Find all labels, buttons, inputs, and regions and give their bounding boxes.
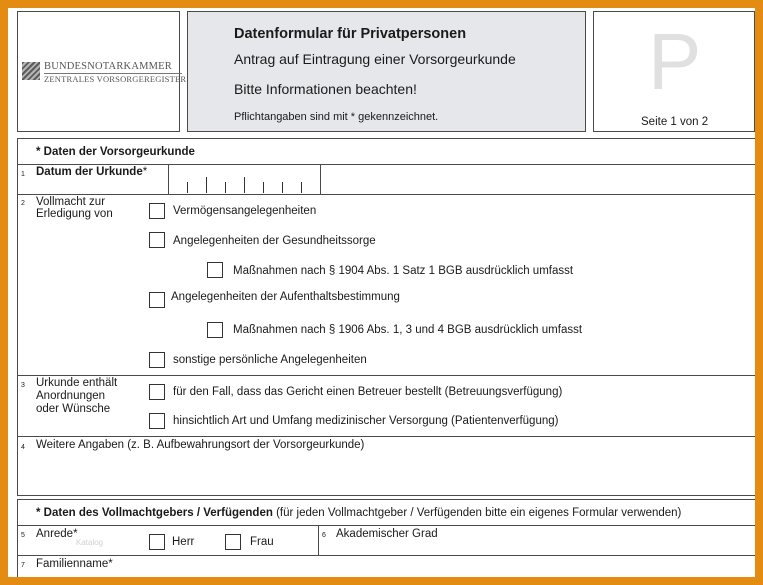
section2-title: * Daten des Vollmachtgebers / Verfügenden (für jeden Vollmachtgeber / Verfügenden bitte ein eigenes Formular verwenden) [36, 507, 682, 519]
anrede-label: Anrede* [36, 528, 78, 540]
checkbox-vermoegen[interactable] [149, 203, 165, 219]
divider [320, 164, 321, 194]
option-aufenthalt: Angelegenheiten der Aufenthaltsbestimmung [171, 291, 400, 303]
vollmacht-label-1: Vollmacht zur [36, 196, 106, 208]
form-title: Datenformular für Privatpersonen [234, 26, 467, 42]
option-1906: Maßnahmen nach § 1906 Abs. 1, 3 und 4 BGB ausdrücklich umfasst [233, 324, 583, 336]
field-number: 1 [21, 171, 25, 178]
field-number: 6 [322, 532, 326, 539]
urkunde-label-1: Urkunde enthält [36, 377, 118, 389]
field-number: 4 [21, 444, 25, 451]
checkbox-aufenthalt[interactable] [149, 292, 165, 308]
checkbox-sonstige[interactable] [149, 352, 165, 368]
checkbox-frau[interactable] [225, 534, 241, 550]
logo-text-line2: ZENTRALES VORSORGEREGISTER [44, 74, 187, 84]
checkbox-betreuung[interactable] [149, 384, 165, 400]
section1-title: * Daten der Vorsorgeurkunde [36, 146, 195, 158]
option-1904: Maßnahmen nach § 1904 Abs. 1 Satz 1 BGB ausdrücklich umfasst [233, 265, 574, 277]
divider [18, 194, 755, 195]
field-number: 2 [21, 200, 25, 207]
checkbox-gesundheit[interactable] [149, 232, 165, 248]
familienname-input[interactable] [18, 556, 755, 577]
date-tick [263, 182, 264, 193]
weitere-angaben-input[interactable] [18, 453, 755, 495]
divider [18, 375, 755, 376]
date-tick [187, 182, 188, 193]
familienname-label: Familienname* [36, 558, 113, 570]
date-tick [225, 182, 226, 193]
divider [18, 436, 755, 437]
checkbox-1904[interactable] [207, 262, 223, 278]
checkbox-herr[interactable] [149, 534, 165, 550]
option-patient: hinsichtlich Art und Umfang medizinischer Versorgung (Patientenverfügung) [173, 415, 559, 427]
weitere-angaben-label: Weitere Angaben (z. B. Aufbewahrungsort der Vorsorgeurkunde) [36, 439, 365, 451]
form-subtitle: Antrag auf Eintragung einer Vorsorgeurkunde [234, 51, 516, 67]
date-tick [244, 177, 245, 193]
date-tick [301, 182, 302, 193]
date-tick [206, 177, 207, 193]
checkbox-patient[interactable] [149, 413, 165, 429]
urkunde-label-3: oder Wünsche [36, 403, 111, 415]
datum-label: Datum der Urkunde* [36, 166, 148, 178]
date-tick [282, 182, 283, 193]
field-number: 3 [21, 382, 25, 389]
option-frau: Frau [250, 536, 274, 548]
vollmacht-label-2: Erledigung von [36, 208, 113, 220]
form-type-box [593, 11, 755, 132]
logo-text-line1: BUNDESNOTARKAMMER [44, 61, 172, 72]
divider [18, 164, 755, 165]
urkunde-label-2: Anordnungen [36, 390, 106, 402]
info-link[interactable]: Bitte Informationen beachten! [234, 81, 417, 97]
faded-watermark-text: Katalog [76, 538, 104, 547]
option-sonstige: sonstige persönliche Angelegenheiten [173, 354, 367, 366]
logo-box [17, 11, 187, 132]
akademischer-grad-input[interactable] [319, 526, 755, 554]
section-vorsorgeurkunde [17, 138, 755, 496]
page-indicator: Seite 1 von 2 [641, 116, 709, 128]
option-betreuung: für den Fall, dass das Gericht einen Betreuer bestellt (Betreuungsverfügung) [173, 386, 563, 398]
field-number: 7 [21, 562, 25, 569]
akademischer-grad-label: Akademischer Grad [336, 528, 438, 540]
option-vermoegen: Vermögensangelegenheiten [173, 205, 317, 217]
title-box [187, 11, 586, 132]
section-vollmachtgeber [17, 499, 755, 577]
option-gesundheit: Angelegenheiten der Gesundheitssorge [173, 235, 376, 247]
field-number: 5 [21, 532, 25, 539]
form-letter: P [648, 17, 702, 106]
form-page [8, 8, 755, 577]
mandatory-note: Pflichtangaben sind mit * gekennzeichnet. [234, 111, 439, 123]
datum-input[interactable] [169, 165, 319, 193]
checkbox-1906[interactable] [207, 322, 223, 338]
bundesnotarkammer-logo-icon [22, 62, 40, 80]
option-herr: Herr [172, 536, 195, 548]
